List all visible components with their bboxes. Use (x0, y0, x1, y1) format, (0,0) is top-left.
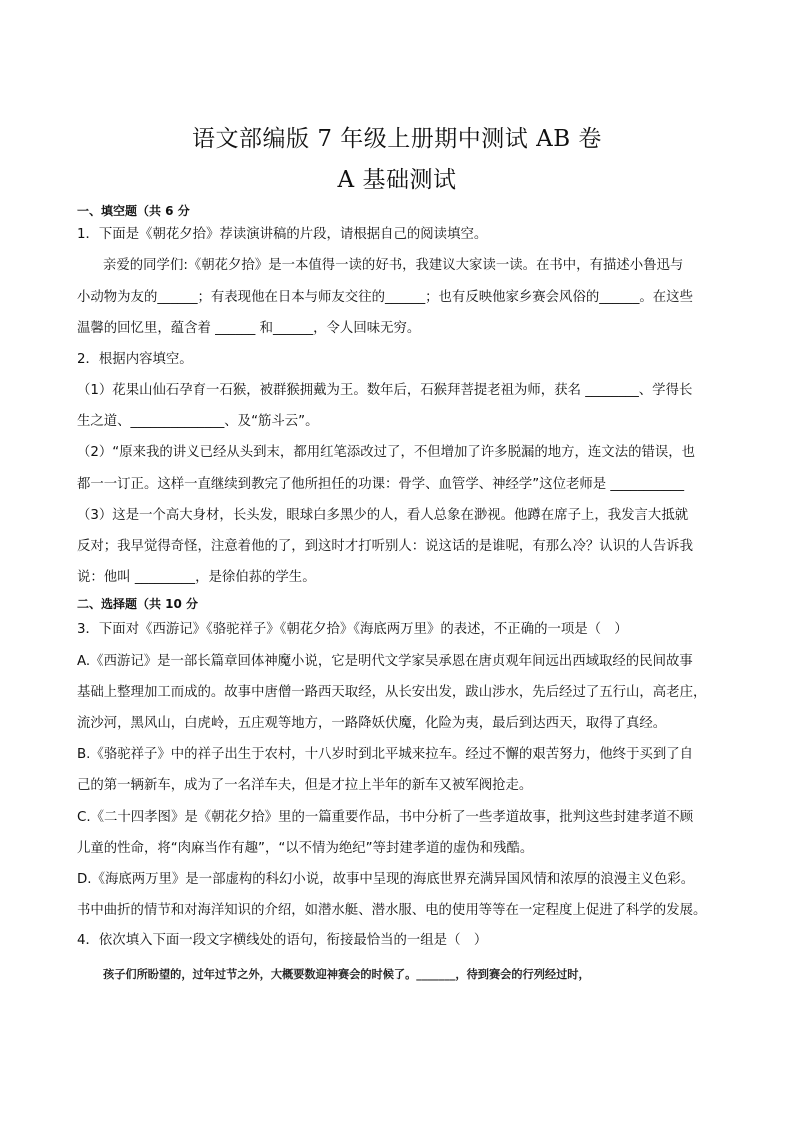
paragraph-line: 小动物为友的______；有表现他在日本与师友交往的______；也有反映他家乡赛会风俗的______。在这些 (77, 290, 693, 305)
option-b-line: B.《骆驼祥子》中的祥子出生于农村，十八岁时到北平城来拉车。经过不懈的艰苦努力，他终于买到了自 (77, 747, 694, 762)
question-4: 4．依次填入下面一段文字横线处的语句，衔接最恰当的一组是（ ） (77, 933, 488, 948)
option-c-line: C.《二十四孝图》是《朝花夕拾》里的一篇重要作品，书中分析了一些孝道故事，批判这些封建孝道不顾 (77, 810, 694, 825)
question-1: 1．下面是《朝花夕拾》荐读演讲稿的片段，请根据自己的阅读填空。 (77, 227, 488, 242)
question-2: 2．根据内容填空。 (77, 352, 193, 367)
paragraph-line: （1）花果山仙石孕育一石猴，被群猴拥戴为王。数年后，石猴拜菩提老祖为师，获名 ________、学得长 (77, 383, 693, 398)
option-d-line: D.《海底两万里》是一部虚构的科幻小说，故事中呈现的海底世界充满异国风情和浓厚的浪漫主义色彩。 (77, 872, 695, 887)
paragraph-line: （2）“原来我的讲义已经从头到末，都用红笔添改过了，不但增加了许多脱漏的地方，连文法的错误，也 (77, 445, 696, 460)
paragraph-line: 流沙河，黑风山，白虎岭，五庄观等地方，一路降妖伏魔，化险为夷，最后到达西天，取得了真经。 (77, 716, 667, 731)
paragraph-line: 反对；我早觉得奇怪，注意着他的了，到这时才打听别人：说这话的是谁呢，有那么冷？认识的人告诉我 (77, 539, 693, 554)
paragraph-line: （3）这是一个高大身材，长头发，眼球白多黑少的人，看人总象在渺视。他蹲在席子上，我发言大抵就 (77, 508, 689, 523)
section-heading-fill: 一、填空题（共 6 分 (77, 204, 190, 218)
question-3: 3．下面对《西游记》《骆驼祥子》《朝花夕拾》《海底两万里》的表述，不正确的一项是（ ） (77, 622, 628, 637)
paragraph-line: 基础上整理加工而成的。故事中唐僧一路西天取经，从长安出发，跋山涉水，先后经过了五行山，高老庄， (77, 685, 707, 700)
paragraph-line: 说：他叫 _________，是徐伯荪的学生。 (77, 570, 316, 585)
paragraph-line: 温馨的回忆里，蕴含着 ______ 和______，令人回味无穷。 (77, 321, 421, 336)
document-subtitle: A 基础测试 (337, 167, 457, 193)
paragraph-line: 己的第一辆新车，成为了一名洋车夫，但是才拉上半年的新车又被军阀抢走。 (77, 778, 533, 793)
quoted-passage-line: 孩子们所盼望的，过年过节之外，大概要数迎神赛会的时候了。_______，待到赛会的行列经过时， (103, 967, 590, 981)
paragraph-line: 亲爱的同学们:《朝花夕拾》是一本值得一读的好书，我建议大家读一读。在书中，有描述小鲁迅与 (103, 258, 684, 273)
paragraph-line: 书中曲折的情节和对海洋知识的介绍，如潜水艇、潜水服、电的使用等等在一定程度上促进了科学的发展。 (77, 903, 707, 918)
section-heading-choice: 二、选择题（共 10 分 (77, 597, 199, 611)
document-title: 语文部编版 7 年级上册期中测试 AB 卷 (192, 126, 602, 152)
option-a-line: A.《西游记》是一部长篇章回体神魔小说，它是明代文学家吴承恩在唐贞观年间远出西域取经的民间故事 (77, 654, 693, 669)
paragraph-line: 儿童的性命，将“肉麻当作有趣”，“以不情为绝纪”等封建孝道的虚伪和残酷。 (77, 841, 534, 856)
paragraph-line: 都一一订正。这样一直继续到教完了他所担任的功课：骨学、血管学、神经学”这位老师是 ___________ (77, 477, 685, 492)
paragraph-line: 生之道、______________、及“筋斗云”。 (77, 414, 319, 429)
